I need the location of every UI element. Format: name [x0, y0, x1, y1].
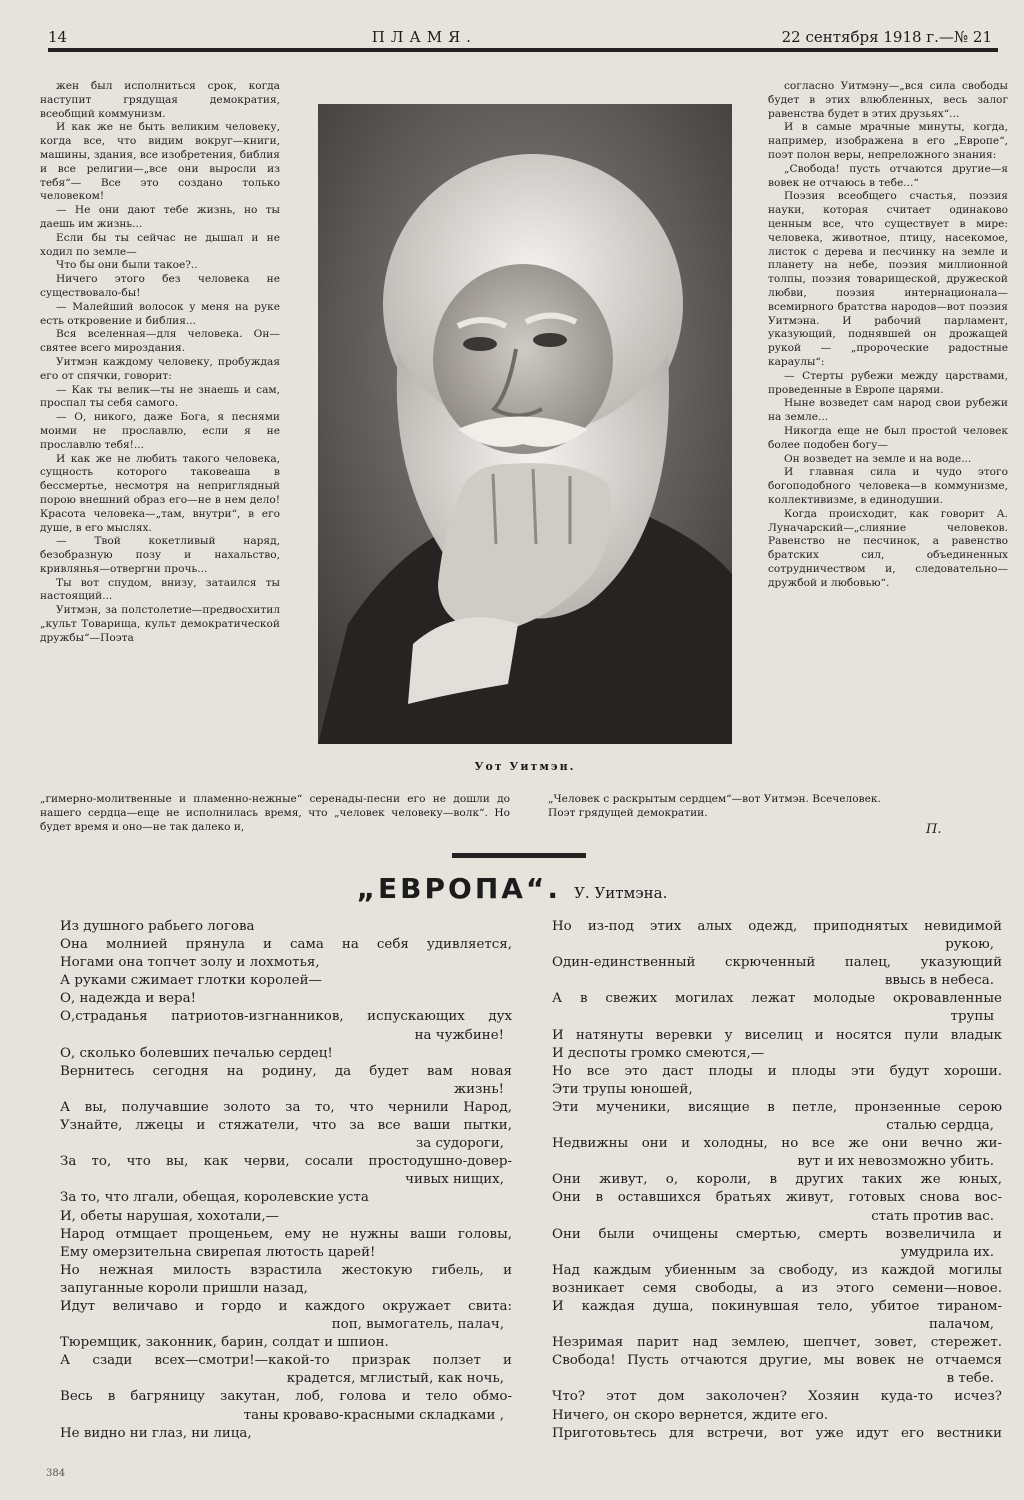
poem-line-continuation: чивых нищих, — [405, 1172, 504, 1188]
poem-line: Один-единственный скрюченный палец, указующий — [552, 955, 1002, 971]
article-paragraph: — О, никого, даже Бога, я песнями моими не прославлю, если я не прославлю тебя!... — [40, 411, 280, 451]
poem-line: запуганные короли пришли назад, — [60, 1280, 308, 1296]
article-paragraph: жен был исполниться срок, когда наступит грядущая демократия, всеобщий коммунизм. — [40, 80, 280, 120]
poem-line: И, обеты нарушая, хохотали,— — [60, 1208, 280, 1224]
section-divider — [452, 853, 586, 858]
poem-line-continuation: палачом, — [929, 1317, 994, 1333]
poem-line: Узнайте, лжецы и стяжатели, что за все ваши пытки, — [60, 1118, 512, 1134]
poem-line-continuation: сталью сердца, — [886, 1118, 994, 1134]
article-left-column — [40, 80, 280, 792]
poem-line: Что? этот дом заколочен? Хозяин куда-то исчез? — [552, 1389, 1002, 1405]
poem-line: Эти трупы юношей, — [552, 1081, 693, 1097]
poem-line: Ничего, он скоро вернется, ждите его. — [552, 1407, 829, 1423]
poem-line: Идут величаво и гордо и каждого окружает свита: — [60, 1298, 512, 1314]
page-header — [48, 24, 992, 50]
author-signature: П. — [926, 822, 942, 837]
article-paragraph: — Малейший волосок у меня на руке есть откровение и библия... — [40, 300, 280, 327]
article-right-column — [768, 80, 1008, 792]
poem-line-continuation: ввысь в небеса. — [884, 973, 994, 989]
magazine-title: ПЛАМЯ. — [371, 28, 477, 46]
page-number: 14 — [48, 28, 68, 46]
article-paragraph: согласно Уитмэну—„вся сила свободы будет в этих влюбленных, весь залог равенства будет в этих друзьях“... — [768, 80, 1008, 120]
poem-line-continuation: за судороги, — [415, 1136, 504, 1152]
poem-line-continuation: рукою, — [945, 937, 994, 953]
poem-line: возникает семя свободы, а из этого семени—новое. — [552, 1280, 1002, 1296]
article-paragraph: И как же не быть великим человеку, когда все, что видим вокруг—книги, машины, здания, все изобретения, библия и все религии—„все они выросли из тебя“— Все это создано только человеком! — [40, 121, 280, 203]
poem-line-continuation: вут и их невозможно убить. — [797, 1154, 994, 1170]
poem-line: А руками сжимает глотки королей— — [60, 973, 322, 989]
poem-line: Народ отмщает прощеньем, ему не нужны ваши головы, — [60, 1226, 512, 1242]
article-paragraph: Вся вселенная—для человека. Он—святее всего мироздания. — [40, 328, 280, 355]
poem-title: „ЕВРОПА“. — [356, 872, 561, 905]
article-paragraph: Ныне возведет сам народ свои рубежи на земле... — [768, 397, 1008, 424]
article-paragraph: И главная сила и чудо этого богоподобного человека—в коммунизме, коллективизме, в единодушии. — [768, 466, 1008, 506]
poem-line: Незримая парит над землею, шепчет, зовет, стережет. — [552, 1335, 1002, 1351]
article-paragraph: И как же не любить такого человека, сущность которого таковеаша в бессмертье, несмотря на неприглядный порою внешний образ его—не в нем дело! Красота человека—„там, внутри“, в его душе, в его мыслях. — [40, 452, 280, 534]
poem-line: И деспоты громко смеются,— — [552, 1045, 765, 1061]
poem-line: Тюремщик, законник, барин, солдат и шпион. — [60, 1335, 389, 1351]
poem-line: Ногами она топчет золу и лохмотья, — [60, 955, 320, 971]
article-paragraph: — Не они дают тебе жизнь, но ты даешь им жизнь... — [40, 204, 280, 230]
poem-line: Над каждым убиенным за свободу, из каждой могилы — [552, 1262, 1002, 1278]
poem-right-column — [552, 918, 1002, 1474]
poem-line: Приготовьтесь для встречи, вот уже идут его вестники — [552, 1425, 1002, 1441]
poem-line-continuation: умудрила их. — [900, 1244, 994, 1260]
poem-line: Ему омерзительна свирепая лютость царей! — [60, 1244, 376, 1260]
poem-line: Свобода! Пусть отчаются другие, мы вовек не отчаемся — [552, 1353, 1002, 1369]
poem-line: О, надежда и вера! — [60, 991, 196, 1007]
poem-line-continuation: таны кроваво-красными складками , — [243, 1407, 504, 1423]
portrait-drawing — [318, 104, 732, 744]
poem-line: А сзади всех—смотри!—какой-то призрак ползет и — [60, 1353, 512, 1369]
issue-date: 22 сентября 1918 г.—№ 21 — [781, 28, 992, 46]
article-paragraph: Ничего этого без человека не существовало-бы! — [40, 273, 280, 299]
portrait-caption: Уот Уитмэн. — [474, 760, 576, 773]
article-paragraph: Когда происходит, как говорит А. Луначарский—„слияние человеков. Равенство не песчинок, а равенство братских сил, объединенных сотрудничеством и, следовательно—дружбой и любовью“. — [768, 507, 1008, 589]
article-paragraph: — Как ты велик—ты не знаешь и сам, проспал ты себя самого. — [40, 383, 280, 410]
poem-line-continuation: трупы — [950, 1009, 994, 1025]
article-paragraph: Он возведет на земле и на воде... — [784, 452, 972, 465]
poem-line: А в свежих могилах лежат молодые окровавленные — [552, 991, 1002, 1007]
article-paragraph: И в самые мрачные минуты, когда, например, изображена в его „Европе“, поэт полон веры, непреложного знания: — [768, 121, 1008, 161]
poem-line: Они живут, о, короли, в других таких же юных, — [552, 1172, 1002, 1188]
poem-line-continuation: на чужбине! — [414, 1027, 504, 1043]
poem-left-column — [60, 918, 512, 1474]
poem-line-continuation: поп, вымогатель, палач, — [331, 1317, 504, 1333]
header-rule — [48, 48, 998, 52]
poem-line: Но из-под этих алых одежд, приподнятых невидимой — [552, 919, 1002, 934]
poem-author: У. Уитмэна. — [574, 884, 668, 902]
poem-line: О, сколько болевших печалью сердец! — [60, 1045, 333, 1061]
poem-line: Вернитесь сегодня на родину, да будет вам новая — [60, 1063, 512, 1079]
article-paragraph: — Твой кокетливый наряд, безобразную позу и нахальство, кривлянья—отвергни прочь... — [40, 535, 280, 575]
poem-line: Она молнией прянула и сама на себя удивляется, — [60, 937, 512, 953]
article-paragraph: Уитмэн каждому человеку, пробуждая его от спячки, говорит: — [40, 355, 280, 382]
poem-line-continuation: стать против вас. — [871, 1208, 994, 1224]
article-paragraph: „Свобода! пусть отчаются другие—я вовек не отчаюсь в тебе...“ — [768, 162, 1008, 189]
poem-line: Из душного рабьего логова — [60, 919, 255, 934]
poem-line: Не видно ни глаз, ни лица, — [60, 1425, 252, 1441]
poem-line-continuation: жизнь! — [453, 1081, 504, 1097]
poem-line: Но все это даст плоды и плоды эти будут хороши. — [552, 1063, 1002, 1079]
portrait-image — [318, 104, 732, 744]
article-continuation-left: „гимерно-молитвенные и пламенно-нежные“ серенады-песни его не дошли до нашего сердца—еще не исполнилась время, что „человек человеку—волк“. Но будет время и оно—не так далеко и, — [40, 793, 510, 833]
poem-line: О,страданья патриотов-изгнанников, испускающих дух — [60, 1009, 512, 1025]
article-paragraph: Что бы они были такое?.. — [56, 259, 198, 272]
poem-line: Но нежная милость взрастила жестокую гибель, и — [60, 1262, 512, 1278]
poem-line: Недвижны они и холодны, но все же они вечно жи- — [552, 1136, 1002, 1152]
poem-line: За то, что лгали, обещая, королевские уста — [60, 1190, 369, 1206]
poem-line: И каждая душа, покинувшая тело, убитое тираном- — [552, 1298, 1002, 1314]
poem-line: За то, что вы, как черви, сосали простодушно-довер- — [60, 1154, 512, 1170]
article-paragraph: — Стерты рубежи между царствами, проведенные в Европе царями. — [768, 369, 1008, 396]
poem-line-continuation: крадется, мглистый, как ночь, — [286, 1371, 504, 1387]
poem-heading — [0, 872, 1024, 905]
article-paragraph: Ты вот спудом, внизу, затаился ты настоящий... — [40, 576, 280, 603]
article-continuation-right: „Человек с раскрытым сердцем“—вот Уитмэн. Всечеловек. Поэт грядущей демократии. — [548, 793, 881, 819]
poem-line: Они в оставшихся братьях живут, готовых снова вос- — [552, 1190, 1002, 1206]
poem-line: Они были очищены смертью, смерть возвеличила и — [552, 1226, 1002, 1242]
article-paragraph: Поэзия всеобщего счастья, поэзия науки, которая считает одинаково ценным все, что существует в мире: человека, животное, птицу, насекомое, листок с дерева и песчинку на земле и планету на небе, поэзия миллионной толпы, поэзия товарищеской, дружеской любви, поэзия интернационала—всемирного братства народов—вот поэзия Уитмэна. И рабочий парламент, указующий, поднявшей он дрожащей рукой — „пророческие радостные караулы“: — [768, 190, 1008, 368]
poem-line-continuation: в тебе. — [946, 1371, 994, 1387]
article-paragraph: Уитмэн, за полстолетие—предвосхитил „культ Товарища, культ демократической дружбы“—Поэта — [40, 604, 280, 644]
article-paragraph: Если бы ты сейчас не дышал и не ходил по земле— — [40, 231, 280, 258]
poem-line: Весь в багряницу закутан, лоб, голова и тело обмо- — [60, 1389, 512, 1405]
poem-line: Эти мученики, висящие в петле, пронзенные серою — [552, 1099, 1002, 1115]
article-paragraph: Никогда еще не был простой человек более подобен богу— — [768, 424, 1008, 451]
poem-line: И натянуты веревки у виселиц и носятся пули владык — [552, 1027, 1002, 1043]
page-mark: 384 — [46, 1468, 66, 1479]
poem-line: А вы, получавшие золото за то, что чернили Народ, — [60, 1099, 512, 1115]
